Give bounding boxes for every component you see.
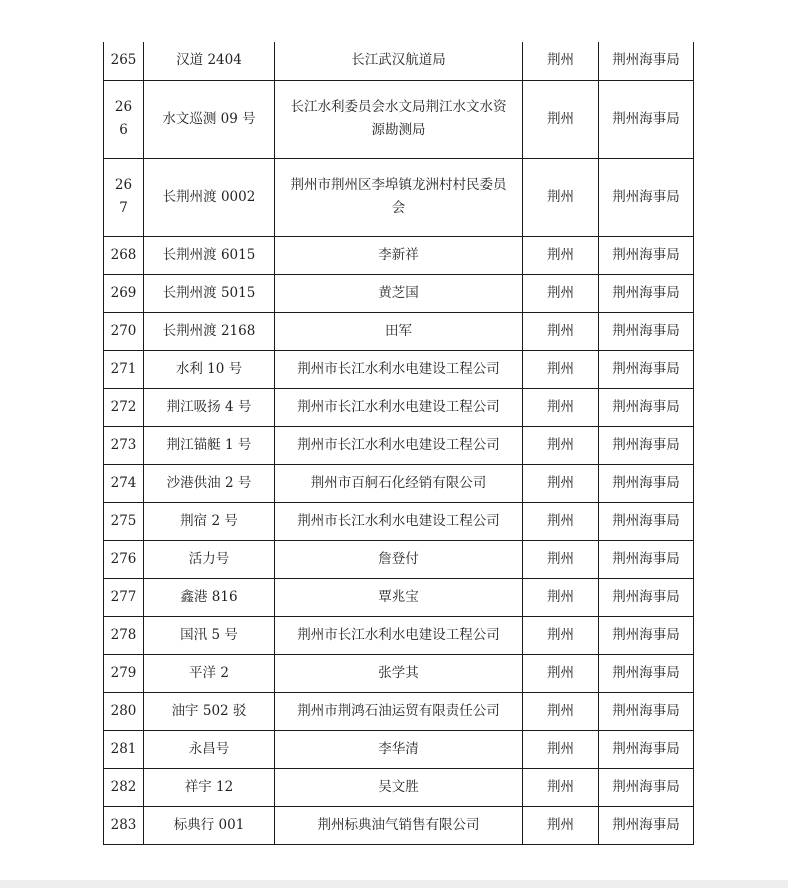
row-number-cell: 281 [104, 730, 144, 768]
maritime-authority-cell: 荆州海事局 [599, 274, 694, 312]
maritime-authority-cell: 荆州海事局 [599, 654, 694, 692]
ship-owner-cell: 李华清 [275, 730, 523, 768]
table-row [104, 654, 694, 692]
ship-owner-cell: 荆州市荆州区李埠镇龙洲村村民委员会 [275, 158, 523, 236]
row-number-cell: 270 [104, 312, 144, 350]
row-number-cell: 283 [104, 806, 144, 844]
ship-name-cell: 长荆州渡 5015 [144, 274, 275, 312]
table-row [104, 312, 694, 350]
page-bottom-edge [0, 880, 788, 888]
ship-owner-cell: 荆州市长江水利水电建设工程公司 [275, 502, 523, 540]
table-row [104, 768, 694, 806]
table-row [104, 806, 694, 844]
table-row [104, 388, 694, 426]
ship-name-cell: 平洋 2 [144, 654, 275, 692]
city-cell: 荆州 [523, 236, 599, 274]
ship-name-cell: 油宇 502 驳 [144, 692, 275, 730]
row-number-cell: 271 [104, 350, 144, 388]
maritime-authority-cell: 荆州海事局 [599, 236, 694, 274]
ship-owner-cell: 荆州市长江水利水电建设工程公司 [275, 388, 523, 426]
city-cell: 荆州 [523, 42, 599, 80]
maritime-authority-cell: 荆州海事局 [599, 616, 694, 654]
maritime-authority-cell: 荆州海事局 [599, 806, 694, 844]
table-row [104, 42, 694, 80]
table-row [104, 426, 694, 464]
maritime-authority-cell: 荆州海事局 [599, 540, 694, 578]
ship-name-cell: 长荆州渡 6015 [144, 236, 275, 274]
city-cell: 荆州 [523, 274, 599, 312]
ship-owner-cell: 张学其 [275, 654, 523, 692]
row-number-cell: 282 [104, 768, 144, 806]
city-cell: 荆州 [523, 502, 599, 540]
table-row [104, 540, 694, 578]
ship-owner-cell: 田军 [275, 312, 523, 350]
maritime-authority-cell: 荆州海事局 [599, 158, 694, 236]
ship-owner-cell: 荆州市长江水利水电建设工程公司 [275, 616, 523, 654]
city-cell: 荆州 [523, 654, 599, 692]
ship-name-cell: 荆江吸扬 4 号 [144, 388, 275, 426]
maritime-authority-cell: 荆州海事局 [599, 80, 694, 158]
ship-owner-cell: 荆州标典油气销售有限公司 [275, 806, 523, 844]
table-row [104, 692, 694, 730]
maritime-authority-cell: 荆州海事局 [599, 312, 694, 350]
maritime-authority-cell: 荆州海事局 [599, 768, 694, 806]
row-number-cell: 266 [104, 80, 144, 158]
city-cell: 荆州 [523, 388, 599, 426]
row-number-cell: 278 [104, 616, 144, 654]
maritime-authority-cell: 荆州海事局 [599, 730, 694, 768]
ship-name-cell: 荆江锚艇 1 号 [144, 426, 275, 464]
ship-name-cell: 汉道 2404 [144, 42, 275, 80]
city-cell: 荆州 [523, 80, 599, 158]
ship-owner-cell: 荆州市长江水利水电建设工程公司 [275, 350, 523, 388]
city-cell: 荆州 [523, 692, 599, 730]
ship-name-cell: 水利 10 号 [144, 350, 275, 388]
maritime-authority-cell: 荆州海事局 [599, 388, 694, 426]
table-row [104, 616, 694, 654]
city-cell: 荆州 [523, 540, 599, 578]
ship-owner-cell: 黄芝国 [275, 274, 523, 312]
row-number-cell: 280 [104, 692, 144, 730]
maritime-authority-cell: 荆州海事局 [599, 502, 694, 540]
row-number-cell: 269 [104, 274, 144, 312]
city-cell: 荆州 [523, 806, 599, 844]
ship-owner-cell: 长江水利委员会水文局荆江水文水资源勘测局 [275, 80, 523, 158]
ship-owner-cell: 长江武汉航道局 [275, 42, 523, 80]
city-cell: 荆州 [523, 350, 599, 388]
ship-name-cell: 水文巡测 09 号 [144, 80, 275, 158]
table-row [104, 502, 694, 540]
row-number-cell: 273 [104, 426, 144, 464]
ship-name-cell: 国汛 5 号 [144, 616, 275, 654]
row-number-cell: 268 [104, 236, 144, 274]
ship-owner-cell: 詹登付 [275, 540, 523, 578]
row-number-cell: 265 [104, 42, 144, 80]
ship-name-cell: 标典行 001 [144, 806, 275, 844]
table-row [104, 274, 694, 312]
maritime-authority-cell: 荆州海事局 [599, 464, 694, 502]
ship-name-cell: 荆宿 2 号 [144, 502, 275, 540]
table-row [104, 236, 694, 274]
ship-owner-cell: 荆州市荆鸿石油运贸有限责任公司 [275, 692, 523, 730]
maritime-authority-cell: 荆州海事局 [599, 692, 694, 730]
ship-owner-cell: 李新祥 [275, 236, 523, 274]
table-row [104, 464, 694, 502]
city-cell: 荆州 [523, 768, 599, 806]
maritime-authority-cell: 荆州海事局 [599, 350, 694, 388]
city-cell: 荆州 [523, 158, 599, 236]
ship-name-cell: 鑫港 816 [144, 578, 275, 616]
city-cell: 荆州 [523, 312, 599, 350]
ship-name-cell: 长荆州渡 0002 [144, 158, 275, 236]
row-number-cell: 276 [104, 540, 144, 578]
row-number-cell: 272 [104, 388, 144, 426]
row-number-cell: 274 [104, 464, 144, 502]
city-cell: 荆州 [523, 578, 599, 616]
table-row [104, 80, 694, 158]
ship-name-cell: 祥宇 12 [144, 768, 275, 806]
city-cell: 荆州 [523, 426, 599, 464]
city-cell: 荆州 [523, 464, 599, 502]
table-row [104, 578, 694, 616]
row-number-cell: 277 [104, 578, 144, 616]
row-number-cell: 275 [104, 502, 144, 540]
maritime-authority-cell: 荆州海事局 [599, 578, 694, 616]
ship-name-cell: 永昌号 [144, 730, 275, 768]
ship-registry-table [103, 42, 694, 845]
ship-name-cell: 长荆州渡 2168 [144, 312, 275, 350]
city-cell: 荆州 [523, 730, 599, 768]
ship-owner-cell: 覃兆宝 [275, 578, 523, 616]
maritime-authority-cell: 荆州海事局 [599, 426, 694, 464]
table-row [104, 158, 694, 236]
table-body [104, 42, 694, 844]
ship-owner-cell: 吴文胜 [275, 768, 523, 806]
ship-owner-cell: 荆州市长江水利水电建设工程公司 [275, 426, 523, 464]
table-row [104, 730, 694, 768]
ship-owner-cell: 荆州市百舸石化经销有限公司 [275, 464, 523, 502]
city-cell: 荆州 [523, 616, 599, 654]
row-number-cell: 267 [104, 158, 144, 236]
ship-name-cell: 活力号 [144, 540, 275, 578]
row-number-cell: 279 [104, 654, 144, 692]
maritime-authority-cell: 荆州海事局 [599, 42, 694, 80]
ship-name-cell: 沙港供油 2 号 [144, 464, 275, 502]
table-row [104, 350, 694, 388]
